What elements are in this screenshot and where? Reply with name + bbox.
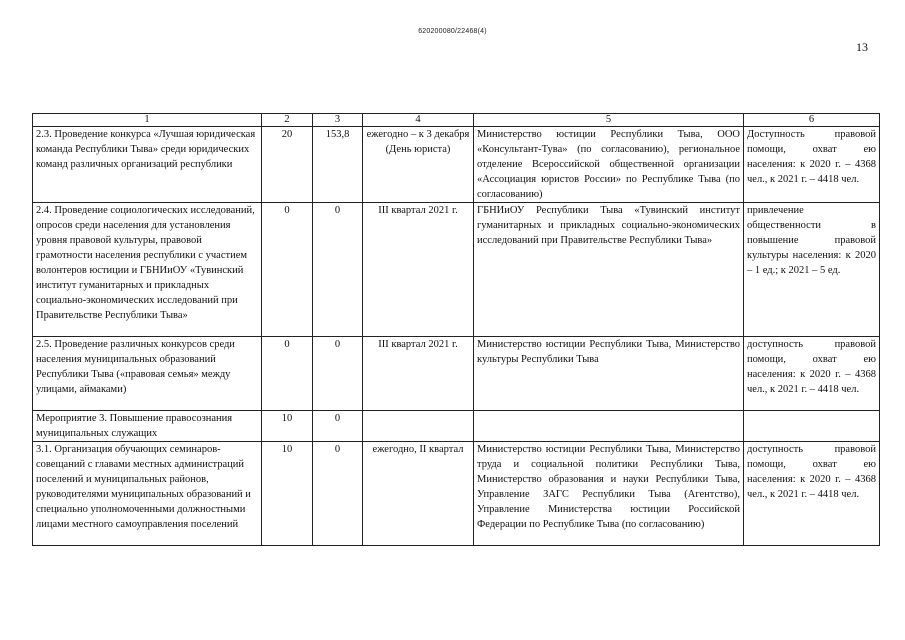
cell-deadline [363, 411, 474, 442]
cell-result: привлечение общественности в повышение правовой культуры населения: к 2020 – 1 ед.; к 2021 – 5 ед. [744, 203, 880, 337]
cell-col3: 0 [313, 442, 363, 546]
measure-name: 2.4. Проведение социологических исследований, опросов среди населения для установления уровня правовой культуры, правовой грамотности населения республики с участием волонтеров юстиции и ГБНИиОУ «Тувинский институт гуманитарных и прикладных социально-экономических исследований при Правительстве Республики Тыва» [33, 203, 262, 337]
cell-col3: 0 [313, 337, 363, 411]
measure-name: 2.5. Проведение различных конкурсов среди населения муниципальных образований Республики Тыва («правовая семья» между улицами, аймаками) [33, 337, 262, 411]
cell-result: доступность правовой помощи, охват ею населения: к 2020 г. – 4368 чел., к 2021 г. – 4418 чел. [744, 442, 880, 546]
cell-executors: Министерство юстиции Республики Тыва, Министерство труда и социальной политики Республики Тыва, Министерство образования и науки Республики Тыва, Управление ЗАГС Республики Тыва (Агентство), Управление Министерства юстиции Российской Федерации по Республике Тыва (по согласованию) [474, 442, 744, 546]
table-row [33, 411, 880, 442]
document-code: 620200080/22468(4) [418, 28, 487, 35]
table-row [33, 337, 880, 411]
cell-executors: Министерство юстиции Республики Тыва, ООО «Консультант-Тува» (по согласованию), региональное отделение Всероссийской общественной организации «Ассоциация юристов России» по Республике Тыва (по согласованию) [474, 127, 744, 203]
header-col-2: 2 [262, 114, 313, 127]
cell-deadline: ежегодно, II квартал [363, 442, 474, 546]
table-row [33, 203, 880, 337]
cell-result: Доступность правовой помощи, охват ею населения: к 2020 г. – 4368 чел., к 2021 г. – 4418 чел. [744, 127, 880, 203]
table-row [33, 127, 880, 203]
cell-col2: 10 [262, 442, 313, 546]
measure-name: 2.3. Проведение конкурса «Лучшая юридическая команда Республики Тыва» среди юридических команд различных организаций республики [33, 127, 262, 203]
cell-col3: 0 [313, 411, 363, 442]
measure-name: 3.1. Организация обучающих семинаров-совещаний с главами местных администраций поселений и муниципальных районов, руководителями муниципальных образований и специально уполномоченными должностными лицами местного самоуправления поселений [33, 442, 262, 546]
cell-executors: ГБНИиОУ Республики Тыва «Тувинский институт гуманитарных и прикладных социально-экономических исследований при Правительстве Республики Тыва» [474, 203, 744, 337]
header-col-6: 6 [744, 114, 880, 127]
cell-result [744, 411, 880, 442]
cell-deadline: III квартал 2021 г. [363, 337, 474, 411]
cell-col3: 153,8 [313, 127, 363, 203]
cell-col2: 10 [262, 411, 313, 442]
cell-executors: Министерство юстиции Республики Тыва, Министерство культуры Республики Тыва [474, 337, 744, 411]
cell-result: доступность правовой помощи, охват ею населения: к 2020 г. – 4368 чел., к 2021 г. – 4418 чел. [744, 337, 880, 411]
header-col-3: 3 [313, 114, 363, 127]
cell-col2: 0 [262, 203, 313, 337]
cell-executors [474, 411, 744, 442]
cell-deadline: ежегодно – к 3 декабря (День юриста) [363, 127, 474, 203]
table-row [33, 442, 880, 546]
cell-col3: 0 [313, 203, 363, 337]
measures-table [32, 113, 880, 546]
header-col-1: 1 [33, 114, 262, 127]
header-col-4: 4 [363, 114, 474, 127]
header-col-5: 5 [474, 114, 744, 127]
header-row [33, 114, 880, 127]
cell-deadline: III квартал 2021 г. [363, 203, 474, 337]
cell-col2: 0 [262, 337, 313, 411]
measure-name: Мероприятие 3. Повышение правосознания муниципальных служащих [33, 411, 262, 442]
page-number: 13 [856, 40, 868, 54]
cell-col2: 20 [262, 127, 313, 203]
